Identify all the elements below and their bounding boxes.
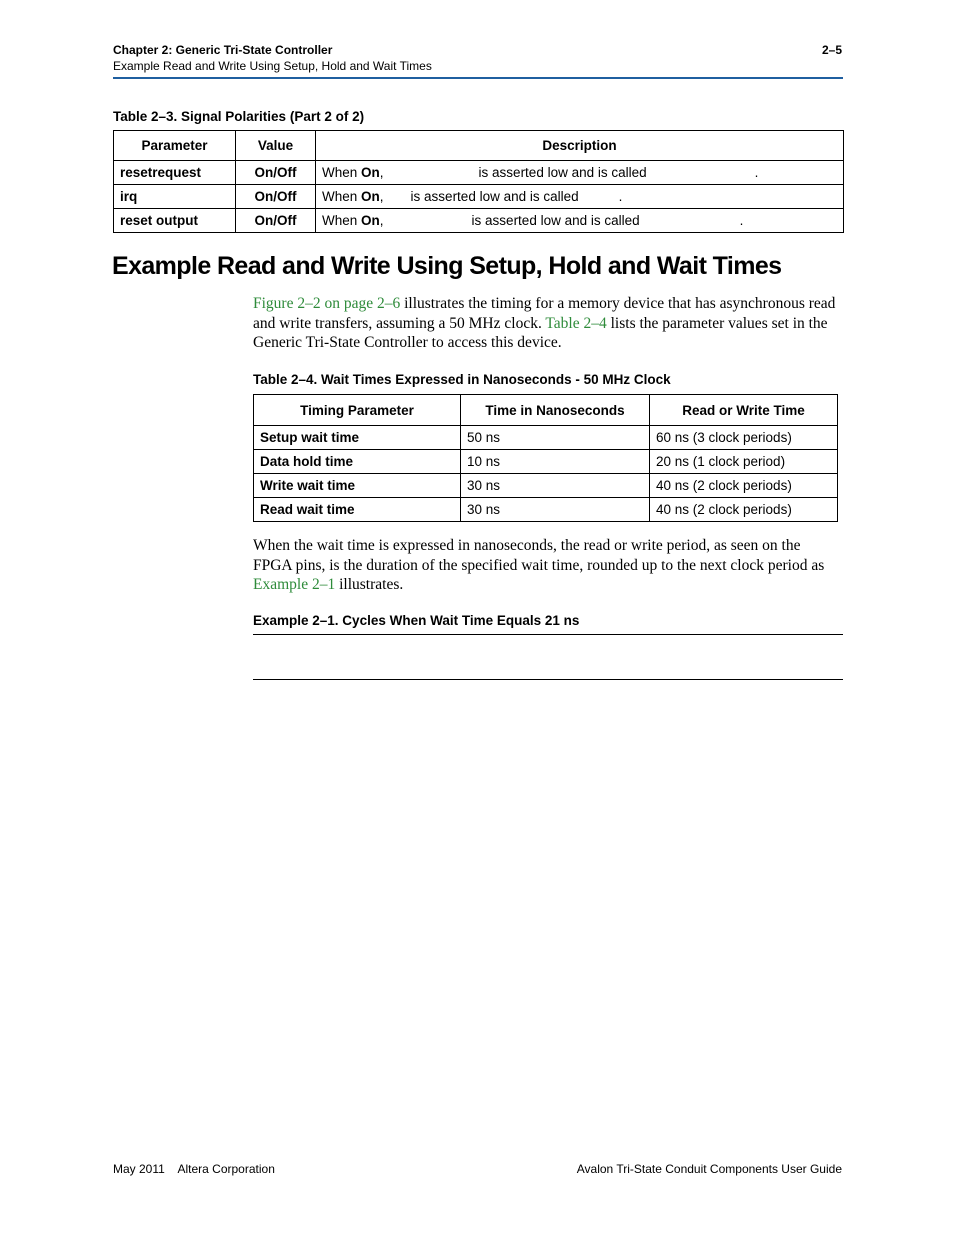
parameter-cell: Setup wait time — [254, 426, 461, 450]
desc-text: When — [322, 165, 362, 180]
table-header-row — [114, 131, 844, 161]
parameter-cell: reset output — [114, 209, 236, 233]
page-number: 2–5 — [821, 43, 842, 57]
value-cell: On/Off — [236, 161, 316, 185]
paragraph-text: When the wait time is expressed in nanoseconds, the read or write period, as seen on the FPGA pins, is the duration of the specified wait time, rounded up to the next clock period as — [253, 537, 825, 574]
desc-on: On — [361, 213, 380, 228]
nanoseconds-cell: 50 ns — [461, 426, 650, 450]
parameter-cell: Data hold time — [254, 450, 461, 474]
footer-date-company: May 2011 Altera Corporation — [113, 1162, 275, 1176]
paragraph-text: lists the parameter values set in the Generic Tri-State Controller to access this device. — [253, 314, 828, 351]
paragraph-text: illustrates. — [335, 576, 404, 593]
desc-text: When — [322, 189, 362, 204]
footer-guide-title: Avalon Tri-State Conduit Components User Guide — [576, 1162, 842, 1176]
example-top-rule — [253, 634, 843, 635]
desc-text: When — [322, 213, 362, 228]
desc-text: , — [379, 189, 384, 204]
desc-text: is asserted low and is called — [471, 213, 640, 228]
column-header: Time in Nanoseconds — [461, 395, 650, 426]
paragraph-text: illustrates the timing for a memory device that has asynchronous read and write transfers, assuming a 50 MHz clock. — [253, 295, 836, 332]
desc-text: . — [739, 213, 744, 228]
table-row — [254, 450, 838, 474]
read-write-time-cell: 60 ns (3 clock periods) — [650, 426, 838, 450]
nanoseconds-cell: 10 ns — [461, 450, 650, 474]
desc-text: is asserted low and is called — [478, 165, 647, 180]
desc-text: . — [618, 189, 623, 204]
running-header-section: Example Read and Write Using Setup, Hold and Wait Times — [113, 59, 432, 73]
description-cell — [316, 161, 844, 185]
column-header: Value — [236, 131, 316, 161]
section-heading: Example Read and Write Using Setup, Hold and Wait Times — [112, 252, 782, 280]
column-header: Read or Write Time — [650, 395, 838, 426]
desc-text: is asserted low and is called — [410, 189, 579, 204]
table-row — [254, 498, 838, 522]
running-header-chapter: Chapter 2: Generic Tri-State Controller — [113, 43, 333, 57]
read-write-time-cell: 40 ns (2 clock periods) — [650, 474, 838, 498]
column-header: Parameter — [114, 131, 236, 161]
signal-polarities-table — [113, 130, 844, 233]
desc-on: On — [361, 165, 380, 180]
description-cell — [316, 185, 844, 209]
figure-link[interactable]: Figure 2–2 on page 2–6 — [253, 295, 401, 312]
description-cell — [316, 209, 844, 233]
table-row — [114, 185, 844, 209]
parameter-cell: Write wait time — [254, 474, 461, 498]
desc-text: . — [754, 165, 759, 180]
body-paragraph — [253, 294, 843, 353]
table-header-row — [254, 395, 838, 426]
example-caption: Example 2–1. Cycles When Wait Time Equals 21 ns — [253, 613, 580, 628]
parameter-cell: irq — [114, 185, 236, 209]
wait-times-table — [253, 394, 838, 522]
read-write-time-cell: 20 ns (1 clock period) — [650, 450, 838, 474]
column-header: Description — [316, 131, 844, 161]
nanoseconds-cell: 30 ns — [461, 474, 650, 498]
parameter-cell: Read wait time — [254, 498, 461, 522]
example-link[interactable]: Example 2–1 — [253, 576, 336, 593]
desc-text: , — [379, 213, 384, 228]
nanoseconds-cell: 30 ns — [461, 498, 650, 522]
column-header: Timing Parameter — [254, 395, 461, 426]
header-rule — [113, 77, 843, 79]
value-cell: On/Off — [236, 209, 316, 233]
table-row — [254, 474, 838, 498]
parameter-cell: resetrequest — [114, 161, 236, 185]
table-row — [114, 161, 844, 185]
read-write-time-cell: 40 ns (2 clock periods) — [650, 498, 838, 522]
value-cell: On/Off — [236, 185, 316, 209]
body-paragraph — [253, 536, 843, 595]
table-row — [114, 209, 844, 233]
table-caption: Table 2–4. Wait Times Expressed in Nanoseconds - 50 MHz Clock — [253, 372, 671, 387]
example-bottom-rule — [253, 679, 843, 680]
table-link[interactable]: Table 2–4 — [545, 314, 607, 332]
desc-on: On — [361, 189, 380, 204]
table-caption: Table 2–3. Signal Polarities (Part 2 of 2) — [113, 109, 365, 124]
desc-text: , — [379, 165, 384, 180]
table-row — [254, 426, 838, 450]
